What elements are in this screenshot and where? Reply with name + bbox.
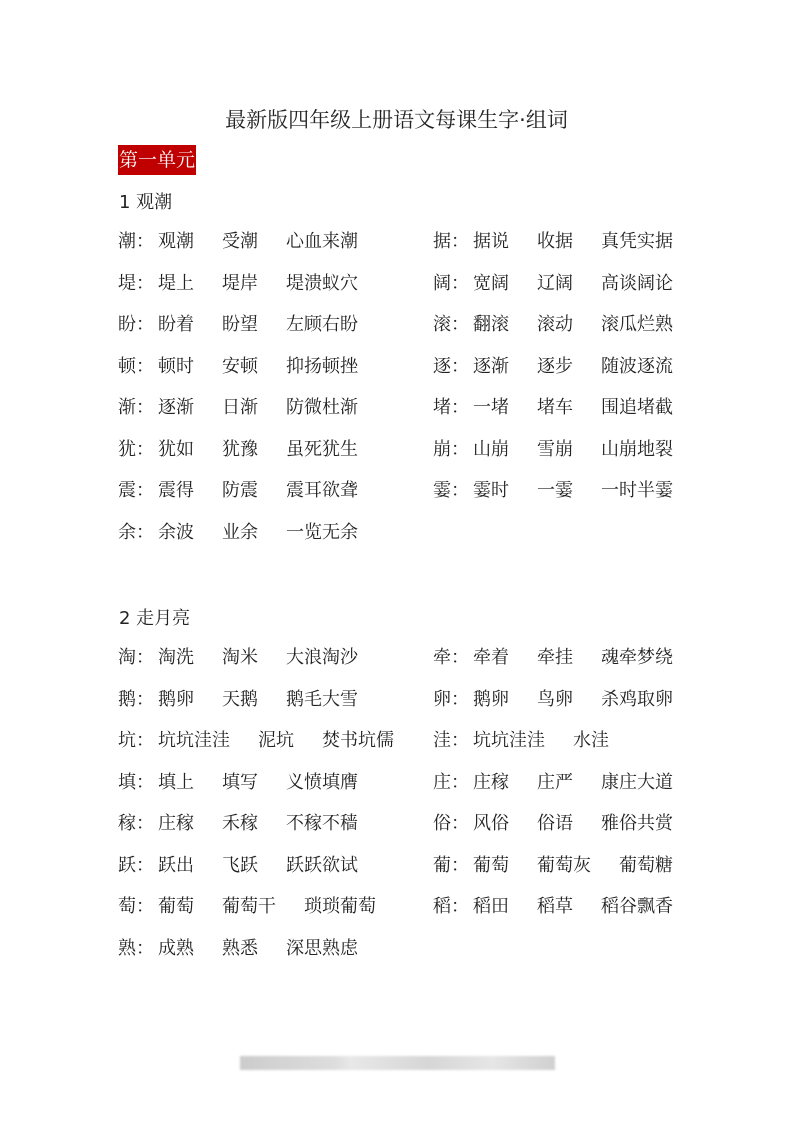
word: 顿时 bbox=[158, 355, 194, 377]
character-label: 滚： bbox=[433, 314, 469, 335]
word-entry bbox=[433, 437, 701, 463]
character-label: 霎： bbox=[433, 480, 469, 501]
character-label: 余： bbox=[118, 521, 154, 543]
word: 滚动 bbox=[537, 314, 573, 335]
word: 雪崩 bbox=[537, 438, 573, 460]
word: 飞跃 bbox=[222, 854, 258, 876]
word: 业余 bbox=[222, 521, 258, 543]
word: 翻滚 bbox=[473, 314, 509, 335]
word-entry bbox=[433, 894, 701, 920]
word: 大浪淘沙 bbox=[286, 647, 358, 668]
word: 雅俗共赏 bbox=[601, 813, 673, 834]
word: 震耳欲聋 bbox=[286, 480, 358, 501]
word: 义愤填膺 bbox=[286, 771, 358, 793]
word-entry bbox=[433, 478, 701, 504]
word: 虽死犹生 bbox=[286, 438, 358, 460]
word: 庄严 bbox=[537, 771, 573, 793]
word-entry bbox=[433, 811, 701, 837]
word: 逐渐 bbox=[473, 355, 509, 377]
word: 杀鸡取卵 bbox=[601, 688, 673, 710]
word-entry bbox=[118, 687, 386, 713]
word: 盼着 bbox=[158, 314, 194, 335]
word: 葡萄干 bbox=[222, 896, 276, 917]
word: 左顾右盼 bbox=[286, 314, 358, 335]
character-label: 鹅： bbox=[118, 688, 154, 710]
word: 水洼 bbox=[573, 730, 609, 751]
word: 琐琐葡萄 bbox=[304, 896, 376, 917]
character-label: 稻： bbox=[433, 896, 469, 917]
word: 不稼不穑 bbox=[286, 813, 358, 834]
word: 心血来潮 bbox=[286, 231, 358, 252]
word: 堤上 bbox=[158, 272, 194, 294]
word: 跃出 bbox=[158, 854, 194, 876]
character-label: 熟： bbox=[118, 937, 154, 959]
word: 受潮 bbox=[222, 231, 258, 252]
word: 稻草 bbox=[537, 896, 573, 917]
word-entry bbox=[433, 271, 701, 297]
unit-label: 第一单元 bbox=[118, 145, 196, 175]
word: 鹅毛大雪 bbox=[286, 688, 358, 710]
word: 山崩地裂 bbox=[601, 438, 673, 460]
character-label: 庄： bbox=[433, 771, 469, 793]
word: 一霎 bbox=[537, 480, 573, 501]
word: 葡萄灰 bbox=[537, 854, 591, 876]
character-label: 牵： bbox=[433, 647, 469, 668]
lesson-heading: 1 观潮 bbox=[119, 192, 173, 213]
word: 俗语 bbox=[537, 813, 573, 834]
word-entry bbox=[118, 728, 422, 754]
character-label: 顿： bbox=[118, 355, 154, 377]
word: 天鹅 bbox=[222, 688, 258, 710]
word-entry bbox=[433, 645, 701, 671]
word: 堤岸 bbox=[222, 272, 258, 294]
word: 随波逐流 bbox=[601, 355, 673, 377]
word: 风俗 bbox=[473, 813, 509, 834]
word: 犹如 bbox=[158, 438, 194, 460]
word: 辽阔 bbox=[537, 272, 573, 294]
word: 鹅卵 bbox=[158, 688, 194, 710]
word-entry bbox=[118, 478, 386, 504]
word: 康庄大道 bbox=[601, 771, 673, 793]
word: 坑坑洼洼 bbox=[158, 730, 230, 751]
word: 宽阔 bbox=[473, 272, 509, 294]
word: 安顿 bbox=[222, 355, 258, 377]
word: 庄稼 bbox=[473, 771, 509, 793]
word: 熟悉 bbox=[222, 937, 258, 959]
character-label: 逐： bbox=[433, 355, 469, 377]
word: 庄稼 bbox=[158, 813, 194, 834]
word: 深思熟虑 bbox=[286, 937, 358, 959]
character-label: 坑： bbox=[118, 730, 154, 751]
word: 一时半霎 bbox=[601, 480, 673, 501]
character-label: 跃： bbox=[118, 854, 154, 876]
word: 焚书坑儒 bbox=[322, 730, 394, 751]
word-entry bbox=[118, 770, 386, 796]
character-label: 犹： bbox=[118, 438, 154, 460]
lesson-heading: 2 走月亮 bbox=[119, 608, 191, 629]
word-entry bbox=[118, 936, 386, 962]
word: 填写 bbox=[222, 771, 258, 793]
word-entry bbox=[433, 770, 701, 796]
word: 逐渐 bbox=[158, 397, 194, 418]
word: 稻谷飘香 bbox=[601, 896, 673, 917]
word: 堵车 bbox=[537, 397, 573, 418]
character-label: 震： bbox=[118, 480, 154, 501]
word: 防微杜渐 bbox=[286, 397, 358, 418]
word: 鸟卵 bbox=[537, 688, 573, 710]
word: 真凭实据 bbox=[601, 231, 673, 252]
word: 滚瓜烂熟 bbox=[601, 314, 673, 335]
character-label: 崩： bbox=[433, 438, 469, 460]
word-entry bbox=[433, 395, 701, 421]
character-label: 阔： bbox=[433, 272, 469, 294]
word: 牵挂 bbox=[537, 647, 573, 668]
word: 抑扬顿挫 bbox=[286, 355, 358, 377]
character-label: 洼： bbox=[433, 730, 469, 751]
character-label: 葡： bbox=[433, 854, 469, 876]
word: 一览无余 bbox=[286, 521, 358, 543]
word-entry bbox=[433, 853, 701, 879]
word-entry bbox=[118, 894, 404, 920]
word: 犹豫 bbox=[222, 438, 258, 460]
word: 跃跃欲试 bbox=[286, 854, 358, 876]
blurred-footer bbox=[240, 1056, 555, 1070]
word: 一堵 bbox=[473, 397, 509, 418]
character-label: 淘： bbox=[118, 647, 154, 668]
word-entry bbox=[118, 520, 386, 546]
word: 泥坑 bbox=[258, 730, 294, 751]
word: 余波 bbox=[158, 521, 194, 543]
word-entry bbox=[433, 687, 701, 713]
word: 葡萄糖 bbox=[619, 854, 673, 876]
word: 盼望 bbox=[222, 314, 258, 335]
word: 淘米 bbox=[222, 647, 258, 668]
character-label: 潮： bbox=[118, 231, 154, 252]
word-entry bbox=[118, 312, 386, 338]
word-entry bbox=[433, 728, 637, 754]
word-entry bbox=[118, 271, 386, 297]
word: 防震 bbox=[222, 480, 258, 501]
character-label: 堵： bbox=[433, 397, 469, 418]
word-entry bbox=[118, 395, 386, 421]
word: 禾稼 bbox=[222, 813, 258, 834]
word: 观潮 bbox=[158, 231, 194, 252]
word: 填上 bbox=[158, 771, 194, 793]
word: 淘洗 bbox=[158, 647, 194, 668]
word: 据说 bbox=[473, 231, 509, 252]
word-entry bbox=[118, 437, 386, 463]
word: 魂牵梦绕 bbox=[601, 647, 673, 668]
document-title: 最新版四年级上册语文每课生字·组词 bbox=[225, 108, 568, 132]
character-label: 堤： bbox=[118, 272, 154, 294]
word: 日渐 bbox=[222, 397, 258, 418]
word: 坑坑洼洼 bbox=[473, 730, 545, 751]
character-label: 萄： bbox=[118, 896, 154, 917]
word: 葡萄 bbox=[473, 854, 509, 876]
word-entry bbox=[433, 312, 701, 338]
word: 鹅卵 bbox=[473, 688, 509, 710]
word-entry bbox=[118, 811, 386, 837]
word-entry bbox=[433, 354, 701, 380]
word-entry bbox=[118, 354, 386, 380]
word: 高谈阔论 bbox=[601, 272, 673, 294]
word: 葡萄 bbox=[158, 896, 194, 917]
character-label: 渐： bbox=[118, 397, 154, 418]
character-label: 填： bbox=[118, 771, 154, 793]
word: 霎时 bbox=[473, 480, 509, 501]
word: 围追堵截 bbox=[601, 397, 673, 418]
character-label: 俗： bbox=[433, 813, 469, 834]
word-entry bbox=[433, 229, 701, 255]
word-entry bbox=[118, 853, 386, 879]
word: 逐步 bbox=[537, 355, 573, 377]
word-entry bbox=[118, 229, 386, 255]
word: 牵着 bbox=[473, 647, 509, 668]
word: 堤溃蚁穴 bbox=[286, 272, 358, 294]
word: 收据 bbox=[537, 231, 573, 252]
character-label: 稼： bbox=[118, 813, 154, 834]
word: 震得 bbox=[158, 480, 194, 501]
character-label: 盼： bbox=[118, 314, 154, 335]
character-label: 卵： bbox=[433, 688, 469, 710]
word: 成熟 bbox=[158, 937, 194, 959]
character-label: 据： bbox=[433, 231, 469, 252]
word: 山崩 bbox=[473, 438, 509, 460]
word: 稻田 bbox=[473, 896, 509, 917]
word-entry bbox=[118, 645, 386, 671]
